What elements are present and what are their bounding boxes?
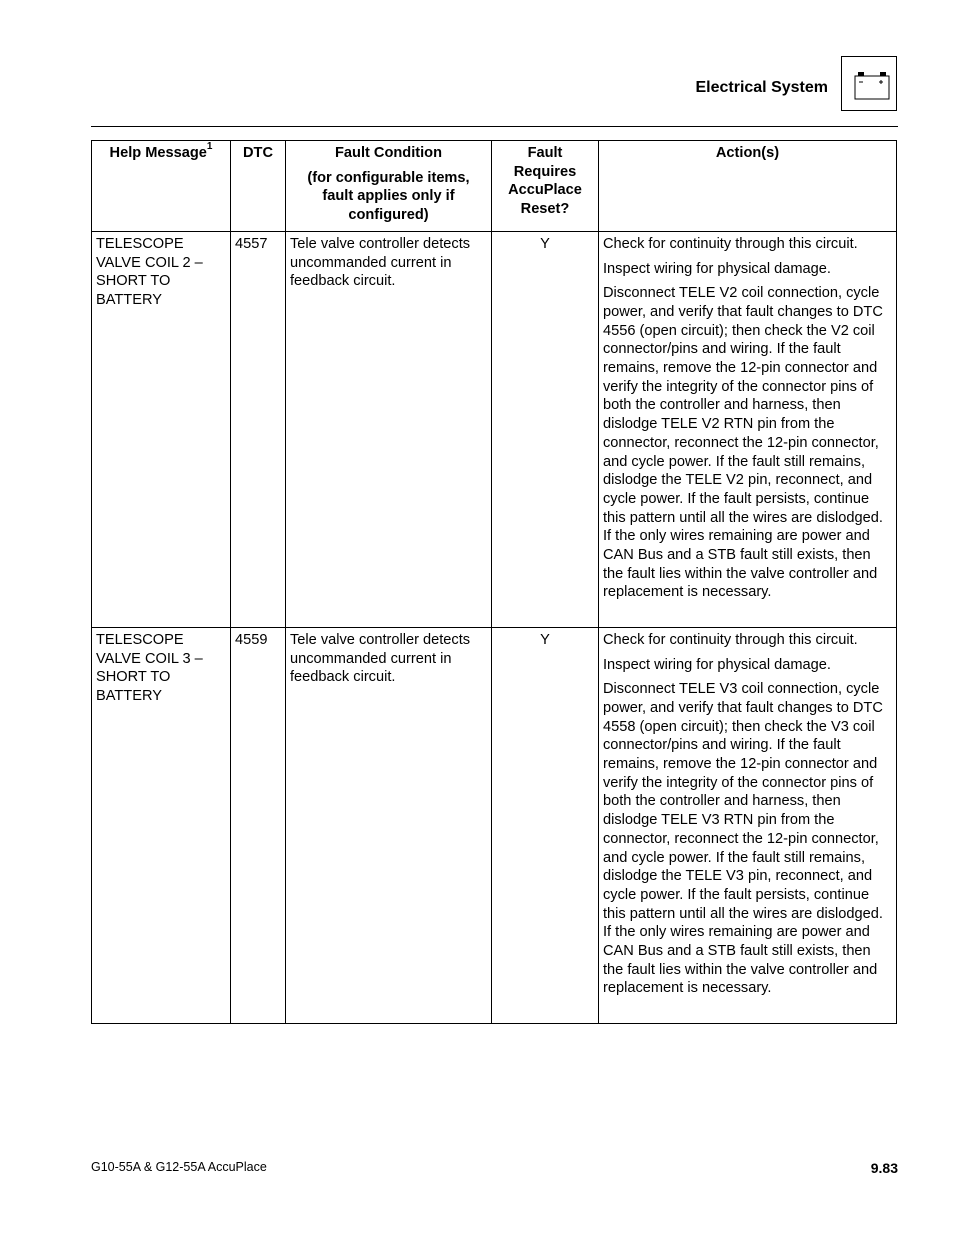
dtc-cell: 4559 <box>231 627 286 1023</box>
header-divider <box>91 126 898 127</box>
column-header-actions: Action(s) <box>599 141 897 232</box>
action-step: Check for continuity through this circuit. <box>603 631 858 648</box>
reset-cell: Y <box>492 231 599 627</box>
column-header-fault-condition: Fault Condition (for configurable items, fault applies only if configured) <box>286 141 492 232</box>
fault-condition-cell: Tele valve controller detects uncommanded current in feedback circuit. <box>286 231 492 627</box>
fault-condition-cell: Tele valve controller detects uncommanded current in feedback circuit. <box>286 627 492 1023</box>
actions-cell <box>599 231 897 627</box>
table-row <box>92 627 897 1023</box>
actions-cell <box>599 627 897 1023</box>
footer-model: G10-55A & G12-55A AccuPlace <box>91 1160 267 1174</box>
battery-icon <box>841 56 897 111</box>
section-title: Electrical System <box>695 79 828 96</box>
fault-condition-note: (for configurable items, fault applies only if configured) <box>307 169 470 224</box>
action-step: Check for continuity through this circuit. <box>603 235 858 252</box>
table-row <box>92 231 897 627</box>
table-header-row <box>92 141 897 232</box>
reset-cell: Y <box>492 627 599 1023</box>
column-header-reset: Fault Requires AccuPlace Reset? <box>492 141 599 232</box>
page-number: 9.83 <box>870 1160 898 1176</box>
help-message-cell: TELESCOPE VALVE COIL 2 – SHORT TO BATTERY <box>92 231 231 627</box>
column-header-dtc: DTC <box>231 141 286 232</box>
dtc-cell: 4557 <box>231 231 286 627</box>
fault-table <box>91 140 897 1024</box>
column-header-help-message: Help Message$^1$ <box>92 141 231 232</box>
action-step: Inspect wiring for physical damage. <box>603 656 831 673</box>
action-step: Disconnect TELE V2 coil connection, cycle power, and verify that fault changes to DTC 4556 (open circuit); then check the V2 coil connector/pins and wiring. If the fault remains, remove the 12-pin connector and verify the integrity of the connector pins of both the controller and harness, then dislodge TELE V2 RTN pin from the connector, reconnect the 12-pin connector, and cycle power. If the fault still remains, dislodge the TELE V2 pin, reconnect, and cycle power. If the fault persists, continue this pattern until all the wires are dislodged. If the only wires remaining are power and CAN Bus and a STB fault still exists, then the fault lies within the valve controller and replacement is necessary. <box>603 285 883 601</box>
action-step: Inspect wiring for physical damage. <box>603 260 831 277</box>
help-message-cell: TELESCOPE VALVE COIL 3 – SHORT TO BATTERY <box>92 627 231 1023</box>
footnote-marker: 1 <box>206 141 213 153</box>
action-step: Disconnect TELE V3 coil connection, cycle power, and verify that fault changes to DTC 4558 (open circuit); then check the V3 coil connector/pins and wiring. If the fault remains, remove the 12-pin connector and verify the integrity of the connector pins of both the controller and harness, then dislodge TELE V3 RTN pin from the connector, reconnect the 12-pin connector, and cycle power. If the fault still remains, dislodge the TELE V3 pin, reconnect, and cycle power. If the fault persists, continue this pattern until all the wires are dislodged. If the only wires remaining are power and CAN Bus and a STB fault still exists, then the fault lies within the valve controller and replacement is necessary. <box>603 681 883 997</box>
